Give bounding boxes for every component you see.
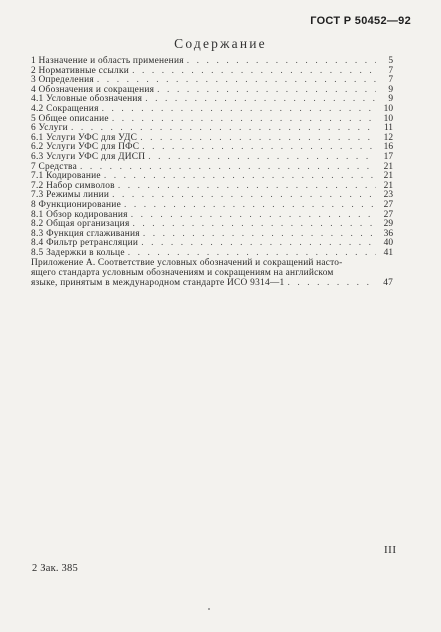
toc-entry-label: 8.4 Фильтр ретрансляции [31,238,139,249]
toc-entry-page-number: 12 [383,132,393,143]
toc-entry-page-number: 23 [383,190,393,201]
paper-speck [208,608,210,610]
dot-leader [143,230,376,240]
toc-entry-page-number: 41 [383,247,393,258]
dot-leader [157,86,376,96]
appendix-line-1: Приложение А. Соответствие условных обозначений и сокращений насто- [31,257,343,268]
toc-entry-label: 8.5 Задержки в кольце [31,247,125,258]
dot-leader [287,279,376,289]
toc-entry-page-number: 9 [388,94,393,105]
toc-entry-label: 8.2 Общая организация [31,219,130,230]
toc-entry [31,153,393,163]
toc-entry-page-number: 10 [383,103,393,114]
toc-entry-label: 5 Общее описание [31,113,109,124]
appendix-last-line [31,279,393,289]
appendix-page-number: 47 [383,277,393,288]
dot-leader [145,95,376,105]
toc-entry-label: 2 Нормативные ссылки [31,65,130,76]
toc-entry-label: 7.2 Набор символов [31,180,115,191]
dot-leader [187,57,376,67]
toc-entry-page-number: 11 [383,123,393,134]
toc-entry-page-number: 27 [383,199,393,210]
dot-leader [102,105,376,115]
dot-leader [118,182,376,192]
dot-leader [140,134,376,144]
toc-entry-label: 8.3 Функция сглаживания [31,228,140,239]
dot-leader [80,163,376,173]
toc-entry-label: 4.2 Сокращения [31,103,99,114]
toc-entry-page-number: 21 [383,180,393,191]
toc-entry-label: 6.1 Услуги УФС для УДС [31,132,138,143]
toc-entry-page-number: 21 [383,171,393,182]
toc-entry-label: 1 Назначение и область применения [31,56,184,66]
toc-entry-page-number: 16 [383,142,393,153]
toc-entry [31,115,393,125]
toc-entry-label: 7.3 Режимы линии [31,190,110,201]
appendix-line-3: языке, принятым в международном стандарте ИСО 9314—1 [31,277,285,288]
toc-entry-label: 6.2 Услуги УФС для ПФС [31,142,140,153]
dot-leader [112,115,376,125]
dot-leader [131,211,376,221]
appendix-line-2: ящего стандарта условным обозначениям и сокращениям на английском [31,267,334,278]
toc-entry-label: 3 Определения [31,75,94,86]
toc-entries [31,57,393,258]
toc-entry-page-number: 7 [388,65,393,76]
contents-title: Содержание [174,36,267,51]
dot-leader [104,172,376,182]
toc-entry-page-number: 29 [383,219,393,230]
print-order-mark: 2 Зак. 385 [32,563,78,574]
dot-leader [133,220,376,230]
toc-entry-page-number: 10 [383,113,393,124]
table-of-contents [31,57,393,288]
dot-leader [112,191,376,201]
dot-leader [141,239,376,249]
dot-leader [124,201,376,211]
toc-entry-label: 6 Услуги [31,123,68,134]
standard-number-header: ГОСТ Р 50452—92 [310,15,411,27]
toc-entry-page-number: 9 [388,84,393,95]
toc-entry-label: 6.3 Услуги УФС для ДИСП [31,151,146,162]
toc-entry-label: 8 Функционирование [31,199,121,210]
toc-entry-page-number: 36 [383,228,393,239]
dot-leader [142,143,376,153]
toc-entry-label: 4 Обозначения и сокращения [31,84,155,95]
page-number: III [384,544,397,556]
toc-entry-page-number: 21 [383,161,393,172]
toc-entry-page-number: 27 [383,209,393,220]
toc-entry-page-number: 17 [383,151,393,162]
toc-entry-page-number: 7 [388,75,393,86]
toc-entry-page-number: 40 [383,238,393,249]
toc-entry-label: 8.1 Обзор кодирования [31,209,128,220]
toc-entry-label: 7 Средства [31,161,78,172]
toc-entry-label: 7.1 Кодирование [31,171,101,182]
toc-entry-appendix-a [31,259,393,288]
toc-entry-label: 4.1 Условные обозначения [31,94,143,105]
toc-entry-page-number: 5 [388,56,393,66]
dot-leader [148,153,376,163]
dot-leader [132,67,376,77]
